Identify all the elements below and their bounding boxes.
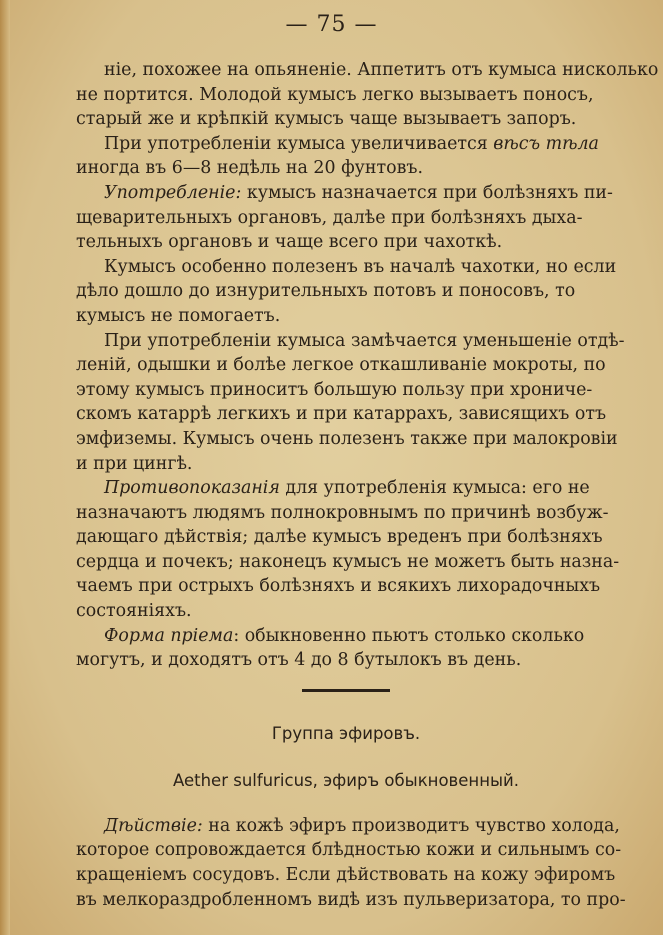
paragraph: [76, 814, 626, 912]
text-segment: кумысъ назначается при болѣзняхъ пи-: [241, 182, 613, 203]
text-segment: для употребленія кумыса: его не: [279, 478, 590, 499]
italic-term: Противопоказанія: [104, 478, 280, 499]
text-segment: которое сопровождается блѣдностью кожи и сильнымъ со-: [76, 840, 622, 861]
text-line: [76, 353, 616, 378]
italic-term: Дѣйствіе:: [104, 815, 203, 836]
text-segment: назначаютъ людямъ полнокровнымъ по причинѣ возбуж-: [76, 502, 609, 523]
text-segment: щеварительныхъ органовъ, далѣе при болѣзняхъ дыха-: [76, 207, 583, 228]
text-line: [76, 863, 616, 888]
spacer: [76, 790, 616, 814]
text-line: [76, 279, 616, 304]
text-line: [76, 304, 616, 329]
text-line: [76, 107, 616, 132]
text-segment: скомъ катаррѣ легкихъ и при катаррахъ, зависящихъ отъ: [76, 404, 607, 425]
text-line: [76, 427, 616, 452]
text-segment: При употребленіи кумыса замѣчается уменьшеніе отдѣ-: [104, 330, 625, 351]
italic-term: вѣсъ тѣла: [493, 133, 599, 154]
text-line: [76, 255, 616, 280]
text-line: [76, 206, 616, 231]
text-line: [76, 838, 622, 863]
text-segment: чаемъ при острыхъ болѣзняхъ и всякихъ лихорадочныхъ: [76, 576, 601, 597]
text-segment: дающаго дѣйствія; далѣе кумысъ вреденъ при болѣзняхъ: [76, 527, 603, 548]
text-segment: въ мелкораздробленномъ видѣ изъ пульверизатора, то про-: [76, 889, 626, 910]
text-line: [76, 550, 620, 575]
section-heading: Группа эфировъ.: [271, 723, 421, 743]
text-line: [76, 574, 616, 599]
text-segment: на кожѣ эфиръ производитъ чувство холода,: [202, 815, 620, 836]
text-line: [76, 452, 616, 477]
text-line: [76, 132, 616, 157]
text-segment: состояніяхъ.: [76, 601, 192, 622]
text-line: [76, 230, 616, 255]
italic-term: Употребленіе:: [104, 182, 242, 203]
text-segment: тельныхъ органовъ и чаще всего при чахоткѣ.: [76, 232, 503, 253]
text-line: [76, 624, 616, 649]
paragraph: [76, 58, 659, 132]
paragraphs-top: [76, 58, 659, 673]
text-segment: Кумысъ особенно полезенъ въ началѣ чахотки, но если: [104, 256, 617, 277]
paragraph: [76, 181, 616, 255]
text-line: [76, 501, 616, 526]
text-line: [76, 83, 616, 108]
text-line: [76, 648, 616, 673]
text-line: [76, 329, 625, 354]
paragraph: [76, 329, 625, 477]
text-segment: леній, одышки и болѣе легкое откашливаніе мокроты, по: [76, 355, 606, 376]
page-edge: [0, 0, 10, 935]
text-line: [76, 58, 659, 83]
text-line: [76, 378, 616, 403]
paragraphs-bottom: [76, 814, 626, 912]
text-segment: не портится. Молодой кумысъ легко вызываетъ поносъ,: [76, 84, 594, 105]
text-line: [76, 476, 616, 501]
text-segment: иногда въ 6—8 недѣль на 20 фунтовъ.: [76, 158, 423, 179]
text-segment: и при цингѣ.: [76, 453, 193, 474]
paragraph: [76, 624, 616, 673]
text-line: [76, 402, 616, 427]
text-segment: дѣло дошло до изнурительныхъ потовъ и поносовъ, то: [76, 281, 576, 302]
subheading: Aether sulfuricus, эфиръ обыкновенный.: [172, 770, 519, 790]
italic-term: Форма пріема: [104, 625, 234, 646]
text-line: [76, 156, 616, 181]
text-segment: эмфиземы. Кумысъ очень полезенъ также при малокровіи: [76, 428, 618, 449]
text-segment: старый же и крѣпкій кумысъ чаще вызываетъ запоръ.: [76, 109, 577, 130]
text-line: [76, 888, 626, 913]
page-number: — 75 —: [285, 12, 378, 37]
text-line: [76, 181, 616, 206]
text-segment: При употребленіи кумыса увеличивается: [104, 133, 494, 154]
text-segment: кумысъ не помогаетъ.: [76, 305, 281, 326]
text-line: [76, 814, 620, 839]
text-segment: кращеніемъ сосудовъ. Если дѣйствовать на кожу эфиромъ: [76, 865, 616, 886]
text-segment: ніе, похожее на опьяненіе. Аппетитъ отъ кумыса нисколько: [104, 60, 659, 80]
text-segment: : обыкновенно пьютъ столько сколько: [233, 625, 585, 646]
section-divider: [302, 689, 390, 692]
paragraph: [76, 132, 616, 181]
paragraph: [76, 476, 620, 624]
text-segment: этому кумысъ приноситъ большую пользу при хрониче-: [76, 379, 593, 400]
text-segment: могутъ, и доходятъ отъ 4 до 8 бутылокъ въ день.: [76, 650, 522, 671]
text-line: [76, 525, 616, 550]
text-segment: сердца и почекъ; наконецъ кумысъ не можетъ быть назна-: [76, 551, 620, 572]
body-text: [76, 58, 659, 912]
text-line: [76, 599, 616, 624]
paragraph: [76, 255, 616, 329]
